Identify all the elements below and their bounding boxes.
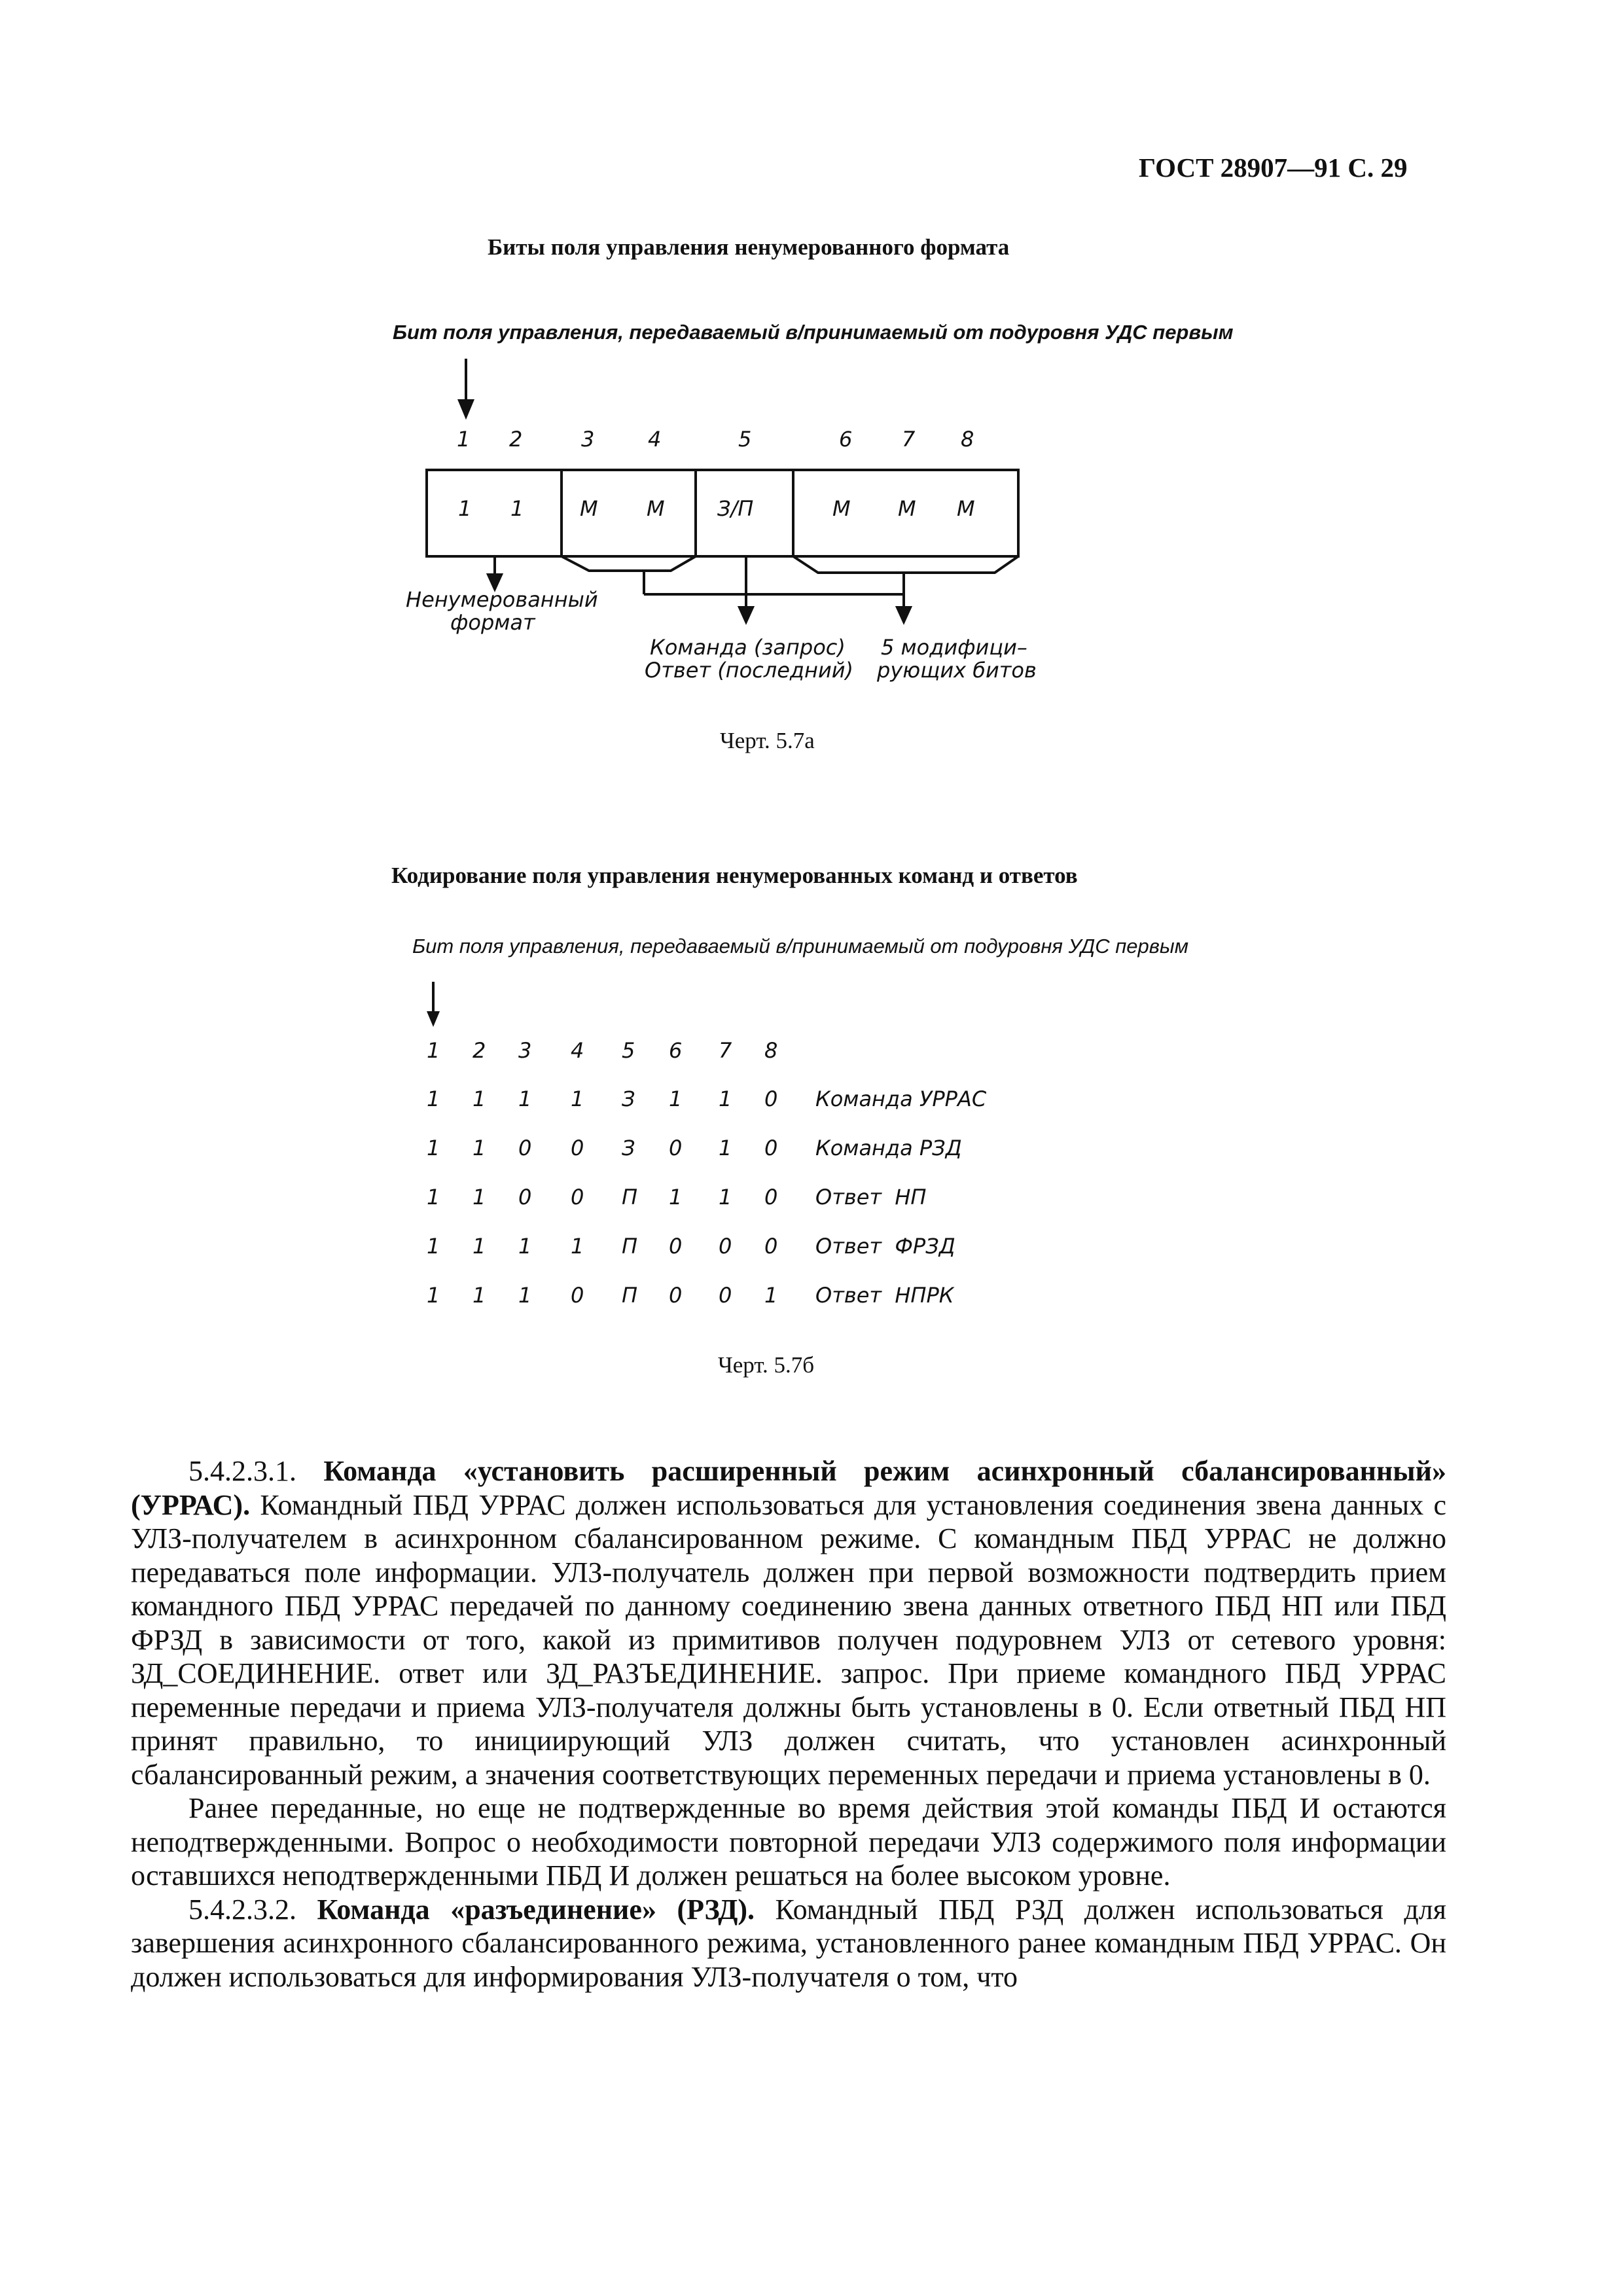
clause-number: 5.4.2.3.2. [188,1893,317,1926]
bit-value: 0 [719,1283,732,1308]
paragraph: Ранее переданные, но еще не подтвержденные во время действия этой команды ПБД И остаются неподтвержденными. Вопрос о необходимости повторной передачи УЛЗ содержимого поля информации оставшихся неподтвержденными ПБД И должен решаться на более высоком уровне. [131,1792,1446,1892]
paragraph [131,1893,1446,1994]
bit-value: П [622,1283,638,1308]
bit-cell: З/П [717,496,754,521]
bit-value: 1 [473,1136,486,1160]
label-modifier-bits: 5 модифици– [881,635,1027,660]
bit-value: 0 [571,1185,584,1210]
bit-value: 1 [719,1086,732,1111]
bit-cell: М [580,496,598,521]
bit-value: 0 [518,1136,532,1160]
body-text [131,1454,1446,1994]
bit-value: П [622,1185,638,1210]
bit-value: 1 [518,1283,532,1308]
bit-cell: М [957,496,975,521]
bit-value: 1 [473,1283,486,1308]
bit-value: 1 [719,1136,732,1160]
bit-value: 1 [764,1283,778,1308]
bit-value: 0 [764,1185,778,1210]
bit-cell: М [898,496,916,521]
bit-value: 0 [571,1283,584,1308]
label-modifier-bits-2: рующих битов [877,658,1037,683]
bit-number: 7 [902,427,916,452]
bit-number: 5 [738,427,752,452]
bit-value: 1 [473,1086,486,1111]
clause-heading: Команда «разъединение» (РЗД). [317,1893,755,1926]
bit-value: 1 [427,1086,440,1111]
bit-value: П [622,1234,638,1259]
header-bit: 8 [764,1038,778,1063]
header-bit: 4 [571,1038,584,1063]
figure-b-title: Кодирование поля управления ненумерованных команд и ответов [391,863,1078,888]
bit-value: 1 [427,1283,440,1308]
bit-number: 2 [509,427,523,452]
figure-a-title: Биты поля управления ненумерованного формата [488,234,1010,260]
figure-a-note: Бит поля управления, передаваемый в/принимаемый от подуровня УДС первым [393,321,1234,344]
bit-number: 4 [648,427,662,452]
bit-value: З [622,1136,635,1160]
bit-value: 0 [669,1234,683,1259]
bit-value: 0 [719,1234,732,1259]
header-bit: 7 [719,1038,732,1063]
clause-text: Командный ПБД УРРАС должен использоваться для установления соединения звена данных с УЛЗ-получателем в асинхронном сбалансированном режиме. С командным ПБД УРРАС не должно передаваться поле информации. УЛЗ-получатель должен при первой возможности подтвердить прием командного ПБД УРРАС передачей по данному соединению звена данных ответного ПБД НП или ПБД ФРЗД в зависимости от того, какой из примитивов получен подуровнем УЛЗ от сетевого уровня: ЗД_СОЕДИНЕНИЕ. ответ или ЗД_РАЗЪЕДИНЕНИЕ. запрос. При приеме командного ПБД УРРАС переменные передачи и приема УЛЗ-получателя должны быть установлены в 0. Если ответный ПБД НП принят правильно, то инициирующий УЛЗ должен считать, что установлен асинхронный сбалансированный режим, а значения соответствующих переменных передачи и приема установлены в 0. [131,1488,1446,1791]
bit-number: 3 [581,427,595,452]
figure-a-caption: Черт. 5.7а [720,728,815,753]
bit-value: 0 [669,1283,683,1308]
header-bit: 1 [427,1038,440,1063]
bit-value: 0 [764,1136,778,1160]
bit-value: 0 [764,1086,778,1111]
bit-value: 0 [518,1185,532,1210]
bit-number: 8 [961,427,974,452]
bit-value: 1 [427,1136,440,1160]
clause-heading: Команда «установить расширенный режим асинхронный сбалансированный» (УРРАС). [131,1455,1447,1521]
bit-value: 1 [473,1234,486,1259]
bit-value: 1 [473,1185,486,1210]
bit-value: 1 [571,1234,584,1259]
bit-cell: М [647,496,665,521]
bit-value: 1 [518,1086,532,1111]
bit-value: З [622,1086,635,1111]
bit-value: 1 [427,1185,440,1210]
page-header: ГОСТ 28907—91 С. 29 [1139,152,1408,183]
header-bit: 6 [669,1038,683,1063]
label-command: Команда (запрос) [650,635,846,660]
bit-value: 1 [427,1234,440,1259]
row-label: Ответ НП [815,1185,927,1210]
bit-value: 0 [764,1234,778,1259]
label-unnumbered-format: Ненумерованный [406,587,598,612]
header-bit: 2 [473,1038,486,1063]
figure-b-caption: Черт. 5.7б [718,1352,815,1378]
bit-value: 1 [669,1185,683,1210]
clause-text: Командный ПБД РЗД должен использоваться для завершения асинхронного сбалансированного режима, установленного ранее командным ПБД УРРАС. Он должен использоваться для информирования УЛЗ-получателя о том, что [131,1893,1446,1993]
bit-value: 1 [518,1234,532,1259]
bit-value: 0 [669,1136,683,1160]
bit-value: 1 [571,1086,584,1111]
bit-value: 1 [669,1086,683,1111]
bit-cell: 1 [458,496,472,521]
bit-number: 6 [839,427,853,452]
figure-b-note: Бит поля управления, передаваемый в/принимаемый от подуровня УДС первым [412,935,1188,958]
label-response: Ответ (последний) [645,658,854,683]
header-bit: 3 [518,1038,532,1063]
bit-value: 1 [719,1185,732,1210]
clause-number: 5.4.2.3.1. [188,1455,324,1487]
row-label: Ответ ФРЗД [815,1234,955,1259]
bit-cell: 1 [510,496,524,521]
label-unnumbered-format-2: формат [450,610,535,635]
row-label: Команда РЗД [815,1136,962,1160]
paragraph [131,1454,1446,1791]
bit-number: 1 [457,427,471,452]
header-bit: 5 [622,1038,635,1063]
row-label: Команда УРРАС [815,1086,987,1111]
bit-cell: М [832,496,851,521]
row-label: Ответ НПРК [815,1283,954,1308]
bit-value: 0 [571,1136,584,1160]
